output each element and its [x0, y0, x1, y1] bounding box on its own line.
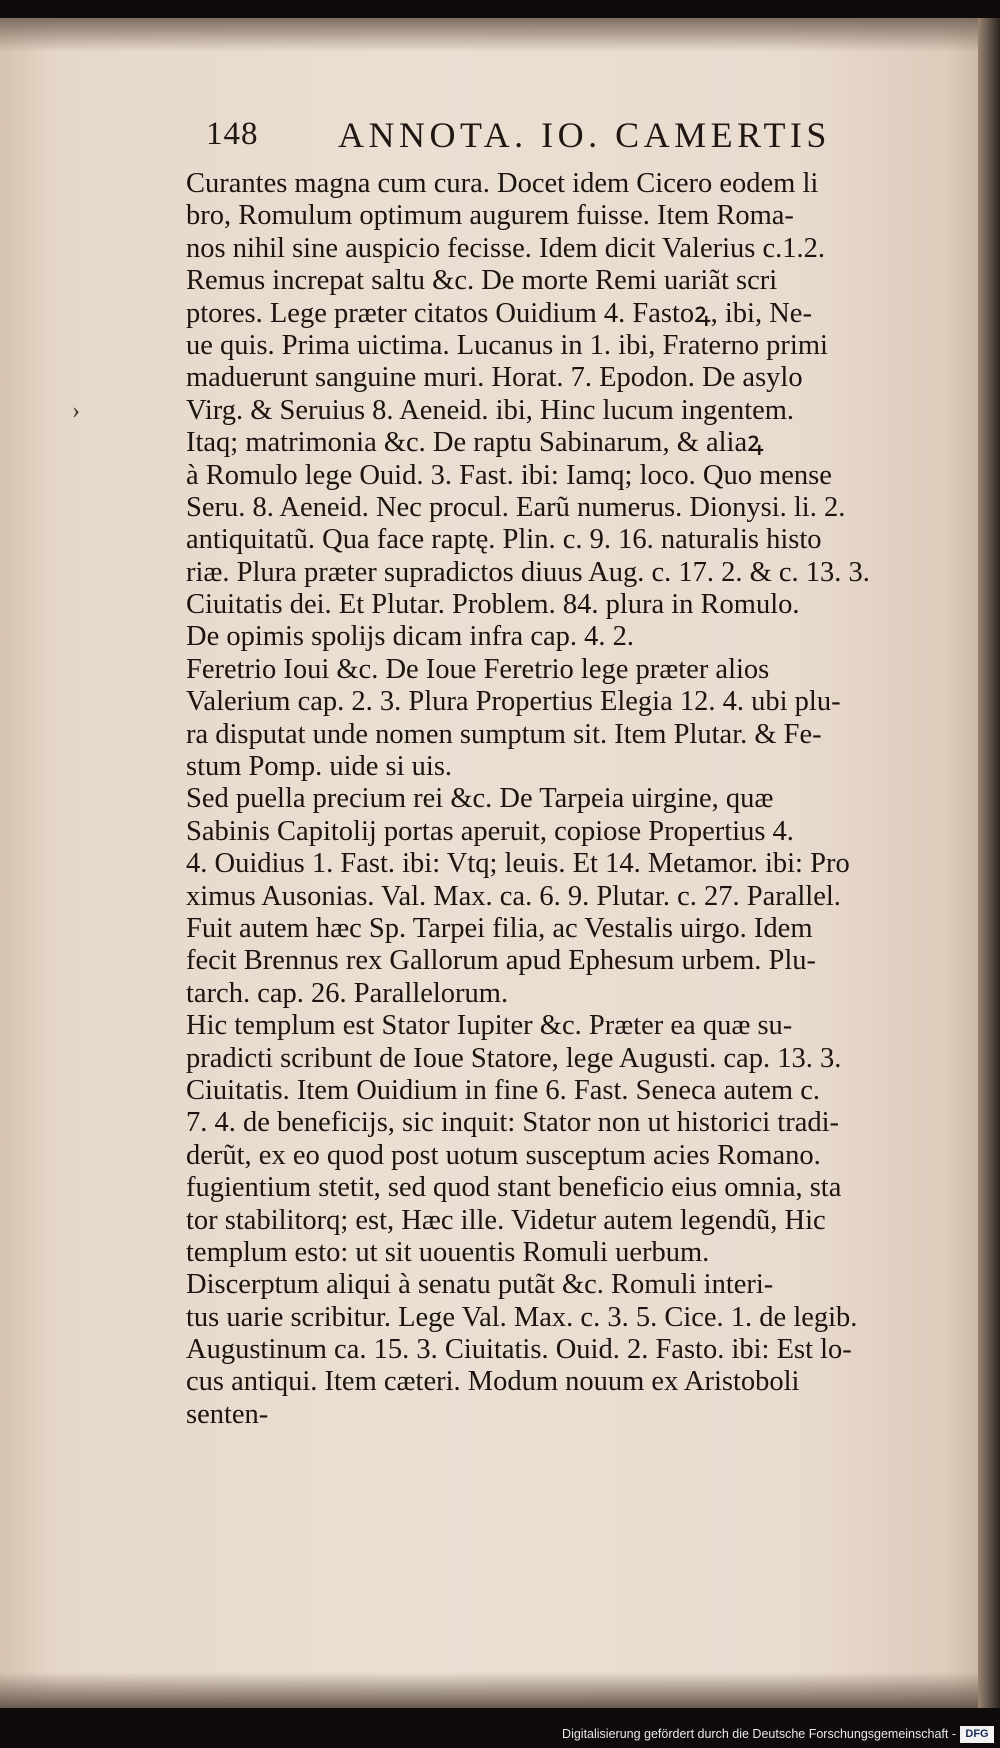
text-line: ue quis. Prima uictima. Lucanus in 1. ibi, Fraterno primi: [186, 329, 828, 361]
text-line: Ciuitatis dei. Et Plutar. Problem. 84. plura in Romulo.: [186, 589, 800, 621]
text-line: Virg. & Seruius 8. Aeneid. ibi, Hinc lucum ingentem.: [186, 394, 795, 426]
text-line: Ciuitatis. Item Ouidium in fine 6. Fast. Seneca autem c.: [186, 1074, 820, 1106]
text-line: tus uarie scribitur. Lege Val. Max. c. 3. 5. Cice. 1. de legib.: [186, 1301, 858, 1333]
text-line: 4. Ouidius 1. Fast. ibi: Vtq; leuis. Et 14. Metamor. ibi: Pro: [186, 848, 850, 880]
page-number: 148: [206, 116, 259, 152]
text-line: antiquitatũ. Qua face raptę. Plin. c. 9. 16. naturalis histo: [186, 524, 822, 556]
text-line: senten-: [186, 1398, 269, 1430]
footer-credit: Digitalisierung gefördert durch die Deutsche Forschungsgemeinschaft -: [562, 1727, 956, 1741]
text-line: bro, Romulum optimum augurem fuisse. Item Roma-: [186, 200, 794, 232]
text-line: Sabinis Capitolij portas aperuit, copiose Propertius 4.: [186, 815, 794, 847]
text-line: maduerunt sanguine muri. Horat. 7. Epodon. De asylo: [186, 362, 803, 394]
page-edge: [978, 18, 1000, 1708]
text-line: tor stabilitorq; est, Hæc ille. Videtur autem legendũ, Hic: [186, 1204, 826, 1236]
footer-bar: [0, 1724, 1000, 1748]
text-line: Fuit autem hæc Sp. Tarpei filia, ac Vestalis uirgo. Idem: [186, 912, 813, 944]
text-line: ximus Ausonias. Val. Max. ca. 6. 9. Plutar. c. 27. Parallel.: [186, 880, 841, 912]
page-bottom-shadow: [0, 1672, 986, 1708]
text-line: fecit Brennus rex Gallorum apud Ephesum urbem. Plu-: [186, 945, 817, 977]
text-line: à Romulo lege Ouid. 3. Fast. ibi: Iamq; loco. Quo mense: [186, 459, 832, 491]
text-line: Curantes magna cum cura. Docet idem Cicero eodem li: [186, 168, 819, 199]
body-text: [186, 168, 956, 1431]
text-line: derũt, ex eo quod post uotum susceptum acies Romano.: [186, 1139, 821, 1171]
running-head: ANNOTA. IO. CAMERTIS: [338, 115, 831, 155]
text-line: Sed puella precium rei &c. De Tarpeia uirgine, quæ: [186, 783, 774, 815]
text-line: Augustinum ca. 15. 3. Ciuitatis. Ouid. 2. Fasto. ibi: Est lo-: [186, 1334, 852, 1366]
text-line: Hic templum est Stator Iupiter &c. Præter ea quæ su-: [186, 1010, 793, 1042]
text-line: riæ. Plura præter supradictos diuus Aug. c. 17. 2. & c. 13. 3.: [186, 556, 870, 588]
text-line: pradicti scribunt de Ioue Statore, lege Augusti. cap. 13. 3.: [186, 1042, 842, 1074]
text-line: cus antiqui. Item cæteri. Modum nouum ex Aristoboli: [186, 1366, 800, 1398]
text-line: Feretrio Ioui &c. De Ioue Feretrio lege præter alios: [186, 653, 770, 685]
text-line: templum esto: ut sit uouentis Romuli uerbum.: [186, 1236, 710, 1268]
text-line: Itaq; matrimonia &c. De raptu Sabinarum, & aliaꝝ: [186, 427, 764, 459]
text-line: tarch. cap. 26. Parallelorum.: [186, 977, 509, 1009]
text-line: Seru. 8. Aeneid. Nec procul. Earũ numerus. Dionysi. li. 2.: [186, 491, 846, 523]
text-line: Remus increpat saltu &c. De morte Remi uariãt scri: [186, 265, 778, 297]
text-line: Valerium cap. 2. 3. Plura Propertius Elegia 12. 4. ubi plu-: [186, 686, 841, 718]
text-line: De opimis spolijs dicam infra cap. 4. 2.: [186, 621, 634, 653]
dfg-logo: DFG: [960, 1726, 994, 1743]
text-line: ptores. Lege præter citatos Ouidium 4. Fastoꝝ, ibi, Ne-: [186, 297, 812, 329]
text-line: fugientium stetit, sed quod stant beneficio eius omnia, sta: [186, 1172, 842, 1204]
page-header: [206, 112, 876, 162]
text-line: stum Pomp. uide si uis.: [186, 751, 453, 783]
text-line: nos nihil sine auspicio fecisse. Idem dicit Valerius c.1.2.: [186, 232, 826, 264]
page-top-shadow: [0, 18, 986, 52]
margin-mark: ›: [72, 398, 80, 424]
text-line: Discerptum aliqui à senatu putãt &c. Romuli interi-: [186, 1269, 774, 1301]
text-line: 7. 4. de beneficijs, sic inquit: Stator non ut historici tradi-: [186, 1107, 840, 1139]
text-line: ra disputat unde nomen sumptum sit. Item Plutar. & Fe-: [186, 718, 822, 750]
